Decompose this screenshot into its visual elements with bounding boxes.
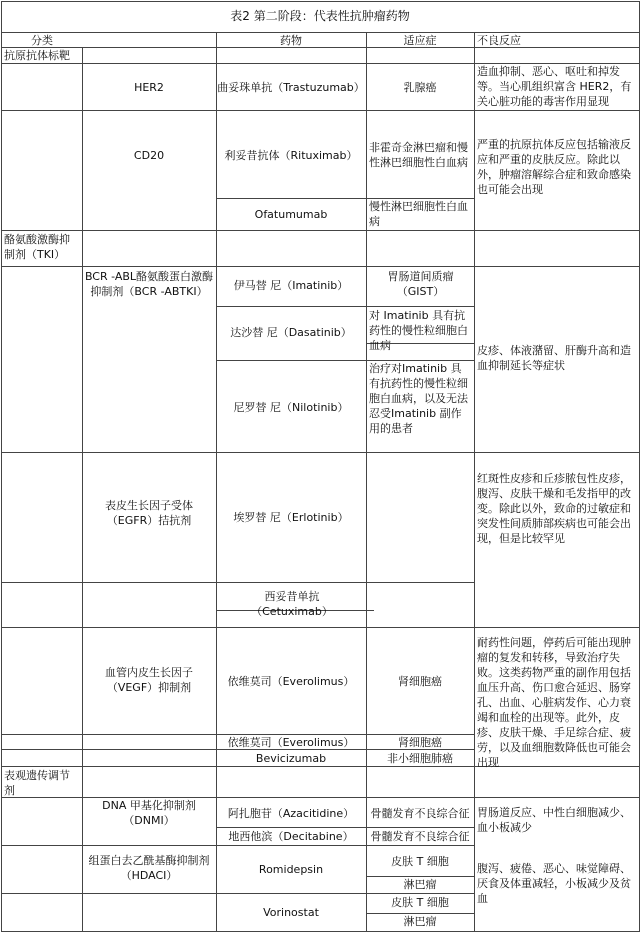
drug-imatinib: 伊马替 尼（Imatinib）	[233, 279, 349, 292]
target-her2: HER2	[134, 81, 164, 94]
header-indication: 适应症	[403, 34, 437, 47]
rule	[1, 845, 475, 846]
drug-dasatinib: 达沙替 尼（Dasatinib）	[230, 326, 352, 339]
rule	[1, 1, 2, 932]
header-drug: 药物	[280, 34, 302, 47]
table-title: 表2 第二阶段：代表性抗肿瘤药物	[230, 9, 410, 23]
target-vegf: 血管内皮生长因子（VEGF）抑制剂	[105, 666, 193, 694]
drug-azacitidine: 阿扎胞苷（Azacitidine）	[227, 807, 355, 820]
indication-dasatinib: 对 Imatinib 具有抗药性的慢性粒细胞白血病	[369, 309, 468, 352]
indication-vorinostat-1: 皮肤 T 细胞	[391, 896, 449, 909]
drug-cetuximab: 西妥昔单抗（Cetuximab）	[251, 590, 333, 618]
drug-rituximab: 利妥昔抗体（Rituximab）	[224, 149, 358, 162]
target-bcr: BCR -ABL酪氨酸蛋白激酶抑制剂（BCR -ABTKI）	[84, 270, 214, 298]
target-hdaci: 组蛋白去乙酰基酶抑制剂（HDACI）	[88, 854, 210, 882]
section-antibody: 抗原抗体标靶	[4, 49, 70, 62]
drug-decitabine: 地西他滨（Decitabine）	[228, 830, 354, 843]
indication-decitabine: 骨髓发育不良综合征	[370, 830, 470, 843]
rule	[1, 32, 639, 33]
drug-ofatumumab: Ofatumumab	[254, 208, 328, 221]
rule	[1, 47, 639, 48]
indication-vegf: 肾细胞癌	[398, 675, 442, 688]
rule	[216, 32, 217, 932]
rule	[82, 47, 83, 932]
rule	[1, 266, 639, 267]
rule	[216, 827, 474, 828]
adverse-egfr: 红斑性皮疹和丘疹脓包性皮疹，腹泻、皮肤干燥和毛发指甲的改变。除此以外，致命的过敏症和突发性间质肺部疾病也可能会出现，但是比较罕见	[477, 472, 631, 545]
adverse-cd20: 严重的抗原抗体反应包括输液反应和严重的皮肤反应。除此以外，肿瘤溶解综合症和致命感染也可能会出现	[477, 138, 631, 196]
adverse-her2: 造血抑制、恶心、呕吐和掉发等。当心肌组织富含 HER2，有关心脏功能的毒害作用显现	[477, 65, 632, 108]
rule	[1, 627, 639, 628]
indication-ofatumumab: 慢性淋巴细胞性白血病	[369, 200, 468, 228]
rule	[1, 110, 639, 111]
adverse-hdaci: 腹泻、疲倦、恶心、味觉障碍、厌食及体重减轻，小板减少及贫血	[477, 862, 631, 905]
drug-romidepsin: Romidepsin	[258, 863, 324, 876]
indication-vorinostat-2: 淋巴瘤	[403, 915, 437, 928]
indication-romidepsin-1: 皮肤 T 细胞	[391, 855, 449, 868]
indication-romidepsin-2: 淋巴瘤	[403, 878, 437, 891]
indication-bevacizumab: 非小细胞肺癌	[387, 752, 453, 765]
rule	[366, 32, 367, 932]
rule	[1, 452, 639, 453]
rule	[1, 1, 639, 2]
adverse-tki: 皮疹、体液潴留、肝酶升高和造血抑制延长等症状	[477, 344, 631, 372]
indication-everolimus-2: 肾细胞癌	[398, 736, 442, 749]
target-egfr: 表皮生长因子受体（EGFR）拮抗剂	[105, 499, 193, 527]
drug-bevacizumab: Bevicizumab	[255, 752, 327, 765]
target-cd20: CD20	[133, 149, 165, 162]
drug-everolimus-2: 依维莫司（Everolimus）	[227, 736, 355, 749]
drug-everolimus: 依维莫司（Everolimus）	[227, 675, 355, 688]
section-epigenetic: 表观遗传调节剂	[4, 769, 70, 797]
header-adverse: 不良反应	[477, 34, 521, 47]
indication-bcr: 胃肠道间质瘤（GIST）	[387, 270, 454, 298]
header-category: 分类	[31, 34, 53, 47]
section-tki: 酪氨酸激酶抑制剂（TKI）	[4, 233, 70, 261]
adverse-vegf: 耐药性问题，停药后可能出现肿瘤的复发和转移，导致治疗失败。这类药物严重的副作用包括血压升高、伤口愈合延迟、肠穿孔、出血、心脏病发作、心力衰竭和血栓的出现等。此外，皮疹、皮肤干燥、手足综合症、疲劳，以及血细胞数降低也可能会出现	[477, 636, 631, 769]
rule	[474, 32, 475, 932]
rule	[1, 582, 475, 583]
rule	[216, 306, 474, 307]
rule	[1, 230, 639, 231]
drug-vorinostat: Vorinostat	[263, 906, 319, 919]
drug-trastuzumab: 曲妥珠单抗（Trastuzumab）	[217, 81, 365, 94]
indication-azacitidine: 骨髓发育不良综合征	[370, 807, 470, 820]
target-dnmi: DNA 甲基化抑制剂（DNMI）	[102, 799, 196, 827]
indication-cd20: 非霍奇金淋巴瘤和慢性淋巴细胞性白血病	[369, 141, 468, 169]
rule	[1, 893, 475, 894]
indication-nilotinib: 治疗对Imatinib 具有抗药性的慢性粒细胞白血病，以及无法忍受Imatinib 副作用的患者	[369, 362, 468, 435]
rule	[1, 931, 639, 932]
drug-nilotinib: 尼罗替 尼（Nilotinib）	[233, 401, 349, 414]
indication-her2: 乳腺癌	[403, 81, 437, 94]
drug-erlotinib: 埃罗替 尼（Erlotinib）	[233, 511, 349, 524]
adverse-dnmi: 胃肠道反应、中性白细胞减少、血小板减少	[477, 806, 631, 834]
